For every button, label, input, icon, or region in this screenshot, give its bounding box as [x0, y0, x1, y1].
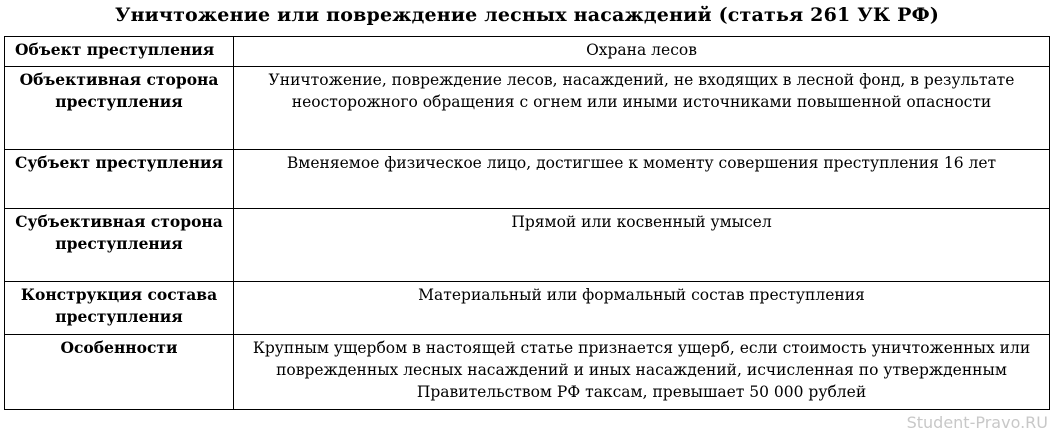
- row-value: Крупным ущербом в настоящей статье признается ущерб, если стоимость уничтоженных или поврежденных лесных насаждений и иных насаждений, исчисленная по утвержденным Правительством РФ таксам, превышает 50 000 рублей: [234, 335, 1050, 410]
- table-row: [5, 209, 1050, 282]
- row-label: Субъект преступления: [5, 150, 234, 209]
- row-value: Уничтожение, повреждение лесов, насаждений, не входящих в лесной фонд, в результате неосторожного обращения с огнем или иными источниками повышенной опасности: [234, 67, 1050, 150]
- table-row: [5, 37, 1050, 67]
- watermark: Student-Pravo.RU: [906, 413, 1048, 432]
- row-label: Объективная сторона преступления: [5, 67, 234, 150]
- table-row: [5, 335, 1050, 410]
- row-label: Объект преступления: [5, 37, 234, 67]
- row-label: Конструкция состава преступления: [5, 282, 234, 335]
- crime-elements-table: [4, 36, 1050, 410]
- page-title: Уничтожение или повреждение лесных насаждений (статья 261 УК РФ): [114, 4, 940, 26]
- row-label: Субъективная сторона преступления: [5, 209, 234, 282]
- table-row: [5, 67, 1050, 150]
- row-value: Прямой или косвенный умысел: [234, 209, 1050, 282]
- row-label: Особенности: [5, 335, 234, 410]
- row-value: Охрана лесов: [234, 37, 1050, 67]
- row-value: Материальный или формальный состав преступления: [234, 282, 1050, 335]
- table-row: [5, 282, 1050, 335]
- table-row: [5, 150, 1050, 209]
- row-value: Вменяемое физическое лицо, достигшее к моменту совершения преступления 16 лет: [234, 150, 1050, 209]
